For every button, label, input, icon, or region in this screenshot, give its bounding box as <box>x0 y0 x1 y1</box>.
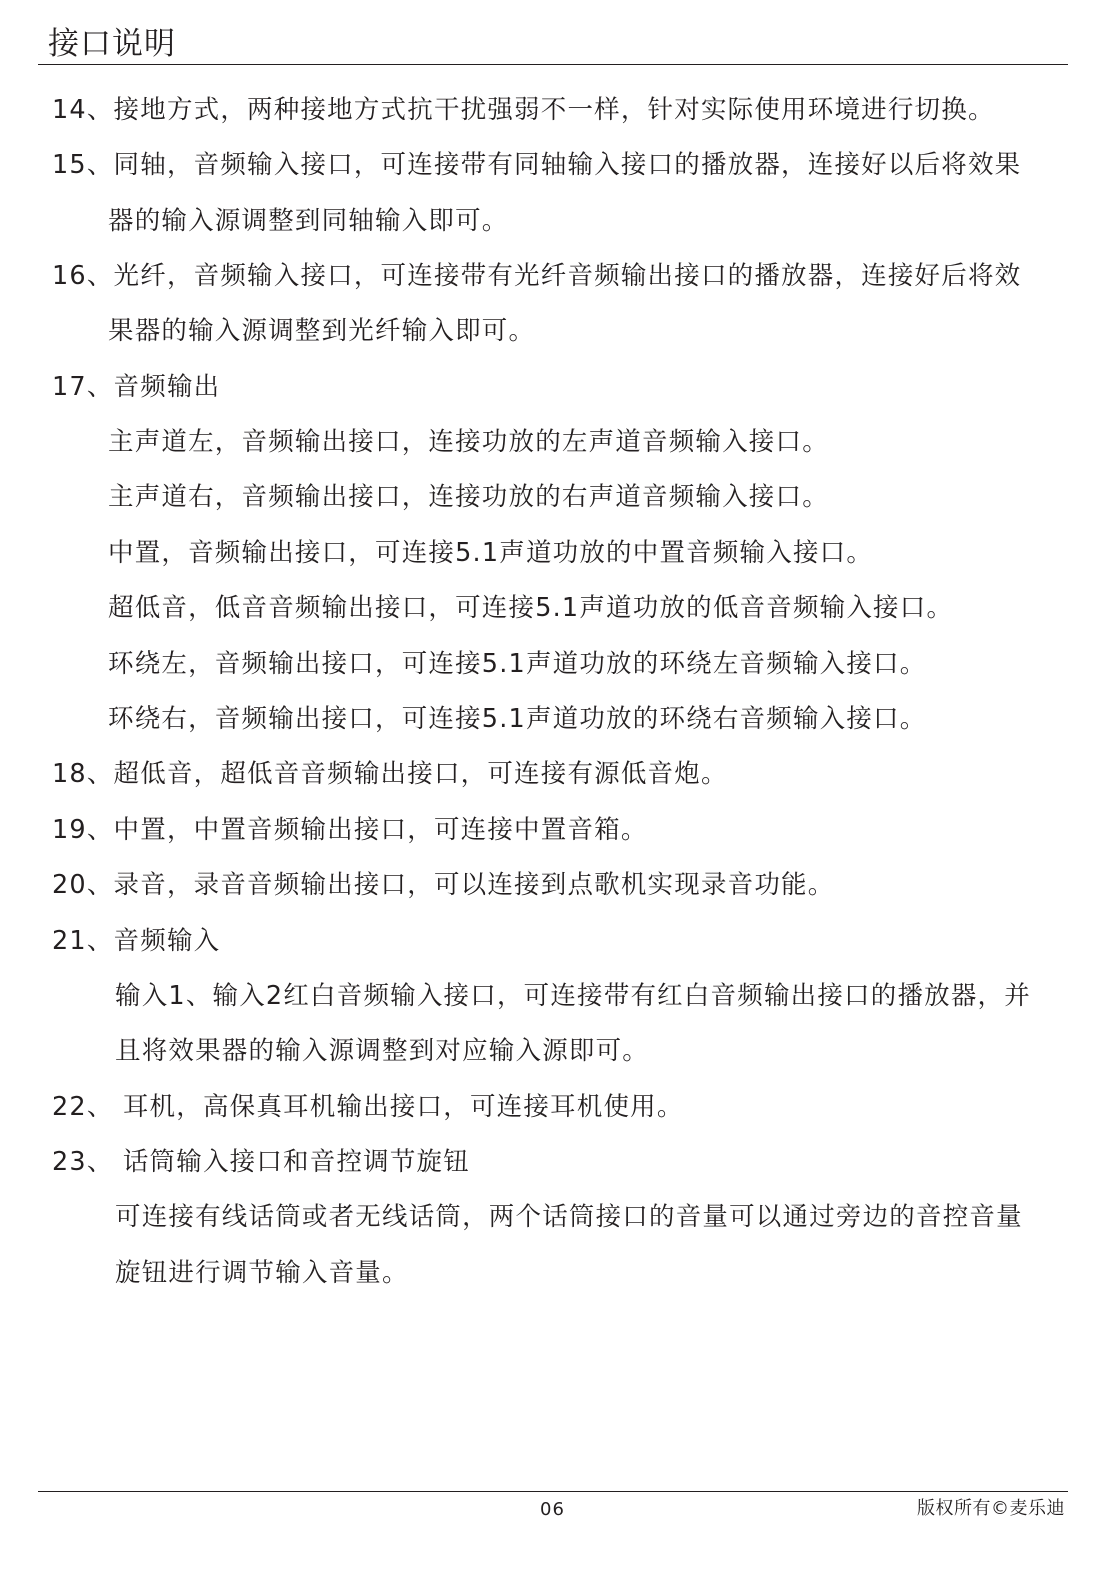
list-item-continuation: 果器的输入源调整到光纤输入即可。 <box>108 316 536 346</box>
sub-item: 环绕左，音频输出接口，可连接5.1声道功放的环绕左音频输入接口。 <box>108 649 927 679</box>
list-item: 16、光纤，音频输入接口，可连接带有光纤音频输出接口的播放器，连接好后将效 <box>52 261 1022 291</box>
page-number: 06 <box>540 1499 565 1520</box>
copyright-notice: 版权所有©麦乐迪 <box>917 1498 1065 1519</box>
list-item: 18、超低音，超低音音频输出接口，可连接有源低音炮。 <box>52 759 728 789</box>
sub-item: 环绕右，音频输出接口，可连接5.1声道功放的环绕右音频输入接口。 <box>108 704 927 734</box>
list-item: 17、音频输出 <box>52 372 221 402</box>
sub-item: 输入1、输入2红白音频输入接口，可连接带有红白音频输出接口的播放器，并 <box>115 981 1031 1011</box>
header-divider <box>38 64 1068 65</box>
sub-item: 主声道左，音频输出接口，连接功放的左声道音频输入接口。 <box>108 427 829 457</box>
list-item: 20、录音，录音音频输出接口，可以连接到点歌机实现录音功能。 <box>52 870 835 900</box>
list-item: 19、中置，中置音频输出接口，可连接中置音箱。 <box>52 815 648 845</box>
list-item: 23、 话筒输入接口和音控调节旋钮 <box>52 1147 470 1177</box>
list-item: 21、音频输入 <box>52 926 221 956</box>
sub-item: 可连接有线话筒或者无线话筒，两个话筒接口的音量可以通过旁边的音控音量 <box>115 1202 1023 1232</box>
list-item: 22、 耳机，高保真耳机输出接口，可连接耳机使用。 <box>52 1092 684 1122</box>
footer-divider <box>38 1491 1068 1492</box>
list-item-continuation: 器的输入源调整到同轴输入即可。 <box>108 206 509 236</box>
sub-item: 主声道右，音频输出接口，连接功放的右声道音频输入接口。 <box>108 482 829 512</box>
sub-item: 中置，音频输出接口，可连接5.1声道功放的中置音频输入接口。 <box>108 538 874 568</box>
list-item: 14、接地方式，两种接地方式抗干扰强弱不一样，针对实际使用环境进行切换。 <box>52 95 995 125</box>
sub-item: 超低音，低音音频输出接口，可连接5.1声道功放的低音音频输入接口。 <box>108 593 954 623</box>
sub-item: 且将效果器的输入源调整到对应输入源即可。 <box>115 1036 650 1066</box>
page-title: 接口说明 <box>48 26 176 62</box>
list-item: 15、同轴，音频输入接口，可连接带有同轴输入接口的播放器，连接好以后将效果 <box>52 150 1022 180</box>
sub-item: 旋钮进行调节输入音量。 <box>115 1258 409 1288</box>
